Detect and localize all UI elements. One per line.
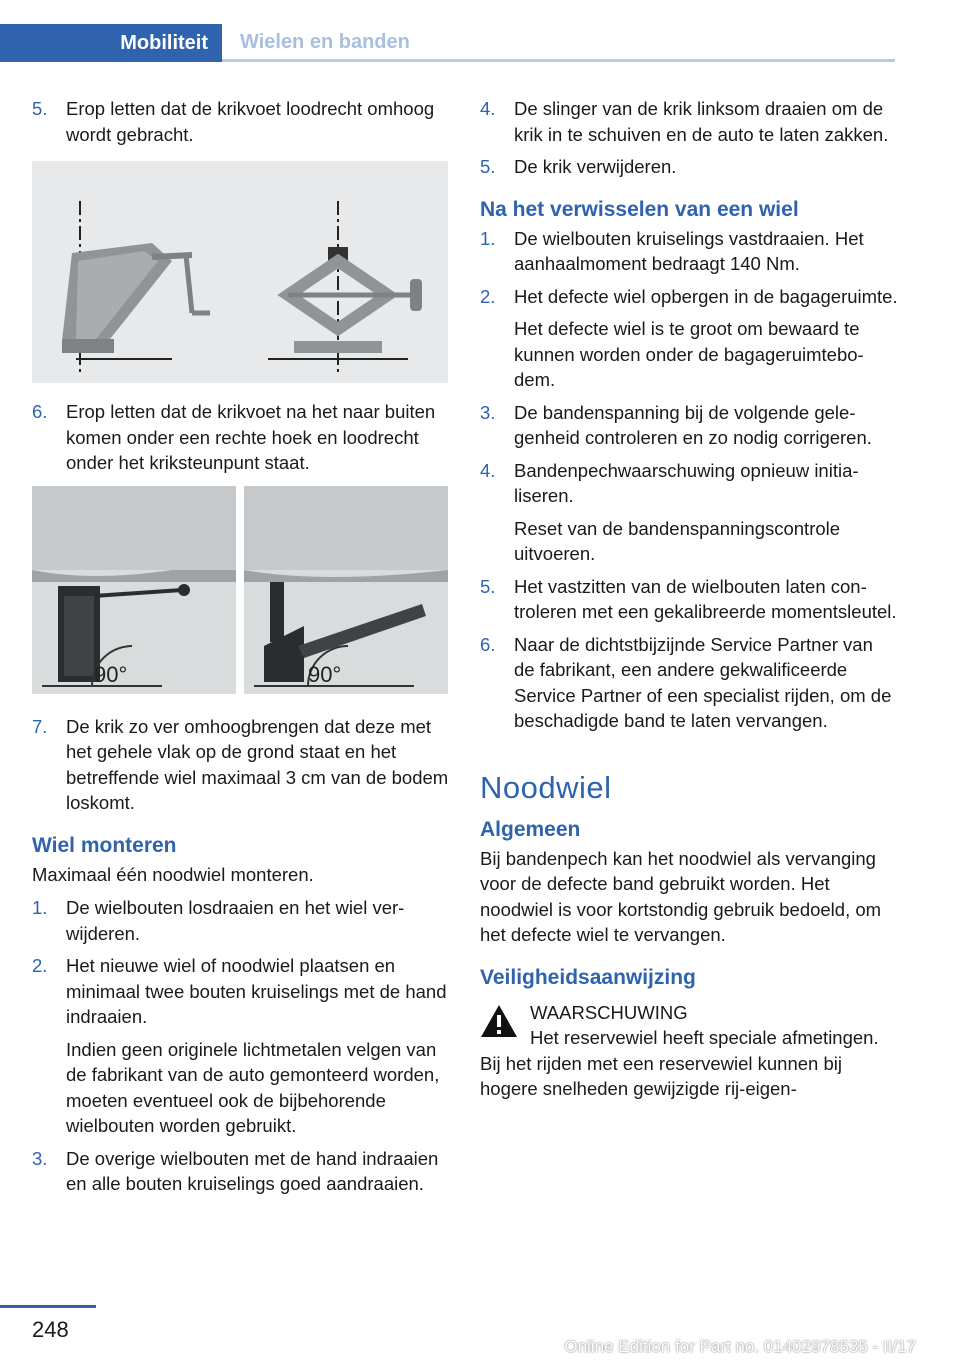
step-text: Het nieuwe wiel of noodwiel plaatsen en minimaal twee bouten kruiselings met de hand indraaien. — [66, 955, 447, 1027]
heading-algemeen: Algemeen — [480, 817, 581, 841]
right-column — [480, 96, 898, 1102]
angle-label: 90° — [94, 661, 128, 687]
step-item — [32, 895, 450, 946]
step-text: Naar de dichtstbijzijnde Service Partner van de fabrikant, een andere gekwalificeerde Service Partner of een specialist rijden, om de beschadigde band te laten vervangen. — [514, 633, 892, 731]
step-number: 7. — [32, 715, 48, 737]
step-item — [32, 714, 450, 816]
step-note: Indien geen originele lichtmetalen velgen van de fabrikant van de auto gemonteerd worden, moeten eventueel ook de bijbehorende wielbouten worden gebruikt. — [66, 1038, 440, 1136]
warning-block — [480, 1000, 898, 1102]
step-text: Het vastzitten van de wielbouten laten controleren met een gekalibreerde momentsleutel. — [514, 575, 897, 622]
step-item — [32, 399, 450, 476]
step-item — [480, 284, 898, 393]
subsection-tab-wielen[interactable]: Wielen en banden — [222, 24, 895, 62]
step-number: 5. — [480, 156, 496, 177]
step-text: De slinger van de krik linksom draaien om de krik in te schuiven en de auto te laten zakken. — [514, 98, 889, 145]
warning-text: Het reservewiel heeft speciale afmetingen. Bij het rijden met een reservewiel kunnen bij hogere snelheden gewijzigde rij-eigen- — [480, 1027, 879, 1099]
section-tab-mobiliteit[interactable]: Mobiliteit — [0, 24, 222, 62]
step-item — [32, 1146, 450, 1197]
step-note: Reset van de bandenspanningscontrole uitvoeren. — [514, 517, 841, 564]
step-item — [480, 154, 898, 180]
step-number: 6. — [480, 633, 496, 655]
step-text: De krik verwijderen. — [514, 156, 677, 177]
step-item — [32, 96, 450, 147]
jack-photo-figure — [32, 486, 448, 694]
step-item — [480, 96, 898, 147]
step-number: 1. — [32, 897, 48, 918]
step-number: 2. — [480, 285, 496, 307]
step-item — [480, 632, 898, 734]
heading-na-verwisselen: Na het verwisselen van een wiel — [480, 197, 799, 221]
jack-alignment-figure — [32, 161, 448, 383]
step-number: 4. — [480, 459, 496, 481]
step-number: 6. — [32, 401, 48, 422]
step-text: Erop letten dat de krikvoet na het naar buiten komen onder een rechte hoek en loodrecht onder het kriksteunpunt staat. — [66, 401, 436, 473]
step-item — [480, 574, 898, 625]
step-item — [480, 400, 898, 451]
angle-label: 90° — [308, 661, 342, 687]
step-text: De wielbouten losdraaien en het wiel verwijderen. — [66, 897, 405, 944]
step-number: 3. — [32, 1147, 48, 1169]
step-number: 1. — [480, 227, 496, 249]
heading-wiel-monteren: Wiel monteren — [32, 833, 177, 857]
footer-rule — [0, 1305, 96, 1308]
left-column — [32, 96, 450, 1204]
warning-label: WAARSCHUWING — [530, 1001, 688, 1023]
edition-watermark: Online Edition for Part no. 01402978535 - II/17 — [564, 1337, 916, 1356]
step-item — [480, 458, 898, 567]
step-text: De bandenspanning bij de volgende gelegenheid controleren en zo nodig corrigeren. — [514, 401, 872, 448]
step-number: 3. — [480, 401, 496, 423]
step-text: Het defecte wiel opbergen in de bagageruimte. — [514, 285, 898, 307]
step-text: De wielbouten kruiselings vastdraaien. Het aanhaalmoment bedraagt 140 Nm. — [514, 227, 864, 274]
step-item — [480, 226, 898, 277]
step-item — [32, 953, 450, 1139]
warning-triangle-icon — [480, 1004, 518, 1045]
step-note: Het defecte wiel is te groot om bewaard te kunnen worden onder de bagageruimtebodem. — [514, 318, 864, 390]
jack-diagram — [32, 161, 448, 383]
step-text: De overige wielbouten met de hand indraaien en alle bouten kruiselings goed aandraaien. — [66, 1147, 439, 1194]
step-number: 2. — [32, 955, 48, 976]
step-text: Bandenpechwaarschuwing opnieuw initialiseren. — [514, 459, 859, 506]
intro-text: Maximaal één noodwiel monteren. — [32, 863, 314, 885]
step-number: 5. — [480, 575, 496, 597]
section-title-noodwiel: Noodwiel — [480, 769, 612, 805]
step-number: 4. — [480, 98, 496, 119]
step-text: Erop letten dat de krikvoet loodrecht omhoog wordt gebracht. — [66, 98, 435, 145]
step-number: 5. — [32, 98, 48, 119]
page-header — [0, 24, 895, 62]
algemeen-text: Bij bandenpech kan het noodwiel als vervanging voor de defecte band gebruikt worden. Het noodwiel is voor kortstondig gebruik bedoeld, om het defecte wiel te vervangen. — [480, 847, 882, 945]
heading-veiligheid: Veiligheidsaanwijzing — [480, 965, 696, 989]
page-number: 248 — [32, 1317, 69, 1342]
photo-jack-right — [244, 486, 448, 694]
photo-jack-left — [32, 486, 236, 694]
step-text: De krik zo ver omhoogbrengen dat deze met het gehele vlak op de grond staat en het betreffende wiel maximaal 3 cm van de bodem loskomt. — [66, 715, 449, 813]
